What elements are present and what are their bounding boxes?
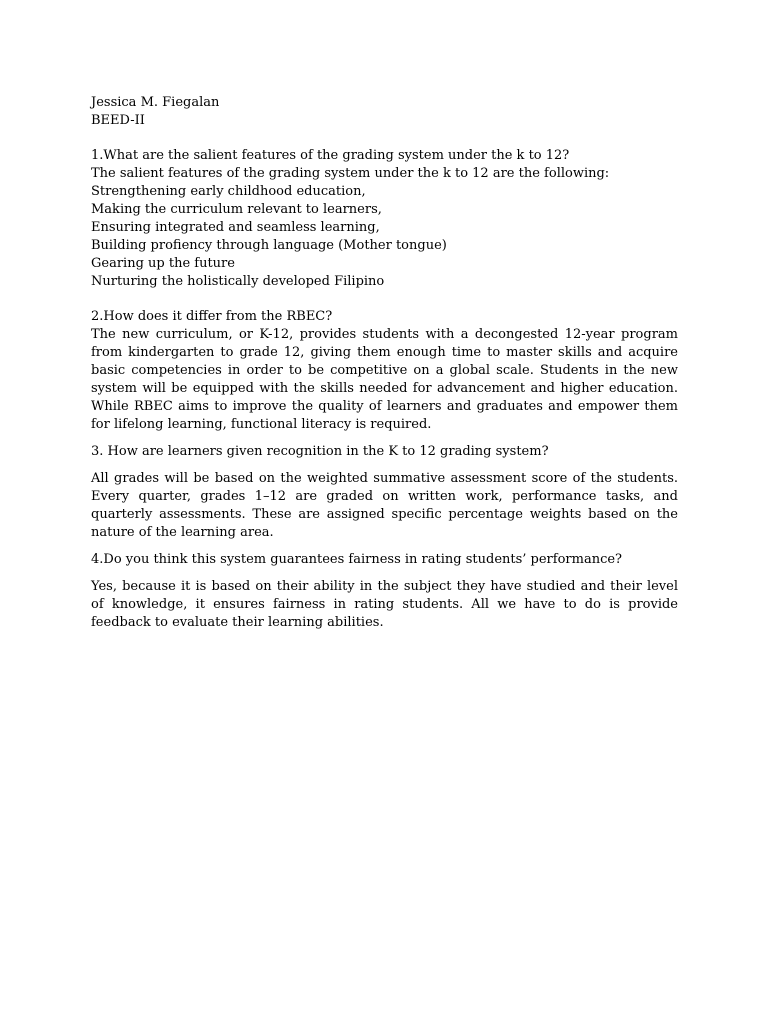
question-3-answer: All grades will be based on the weighted summative assessment score of the students. Every quarter, grades 1–12 are graded on written work, performance tasks, and quarterly assessments. These are assigned specific percentage weights based on the nature of the learning area. (91, 471, 678, 540)
question-3-text: 3. How are learners given recognition in the K to 12 grading system? (91, 444, 549, 459)
author-name: Jessica M. Fiegalan (91, 95, 220, 110)
spacer (91, 542, 678, 551)
question-4-answer: Yes, because it is based on their ability in the subject they have studied and their level of knowledge, it ensures fairness in rating students. All we have to do is provide feedback to evaluate their learning abilities. (91, 579, 678, 630)
feature-item: Strengthening early childhood education, (91, 184, 366, 199)
spacer (91, 130, 678, 147)
question-1-text: 1.What are the salient features of the grading system under the k to 12? (91, 148, 570, 163)
feature-item: Making the curriculum relevant to learners, (91, 202, 382, 217)
question-1-intro: The salient features of the grading system under the k to 12 are the following: (91, 166, 610, 181)
document-page (91, 94, 678, 632)
feature-item: Nurturing the holistically developed Filipino (91, 274, 385, 289)
question-4-text: 4.Do you think this system guarantees fairness in rating students’ performance? (91, 552, 623, 567)
question-2-text: 2.How does it differ from the RBEC? (91, 309, 333, 324)
spacer (91, 434, 678, 443)
spacer (91, 291, 678, 308)
author-course: BEED-II (91, 113, 145, 128)
question-2-answer: The new curriculum, or K-12, provides students with a decongested 12-year program from kindergarten to grade 12, giving them enough time to master skills and acquire basic competencies in order to be competitive on a global scale. Students in the new system will be equipped with the skills needed for advancement and higher education. While RBEC aims to improve the quality of learners and graduates and empower them for lifelong learning, functional literacy is required. (91, 327, 678, 432)
question-3-section (91, 443, 678, 542)
spacer (91, 569, 678, 578)
feature-item: Gearing up the future (91, 256, 235, 271)
feature-item: Building profiency through language (Mother tongue) (91, 238, 447, 253)
feature-item: Ensuring integrated and seamless learning, (91, 220, 380, 235)
spacer (91, 461, 678, 470)
question-1-section (91, 147, 678, 291)
question-4-section (91, 551, 678, 632)
question-2-section (91, 308, 678, 434)
